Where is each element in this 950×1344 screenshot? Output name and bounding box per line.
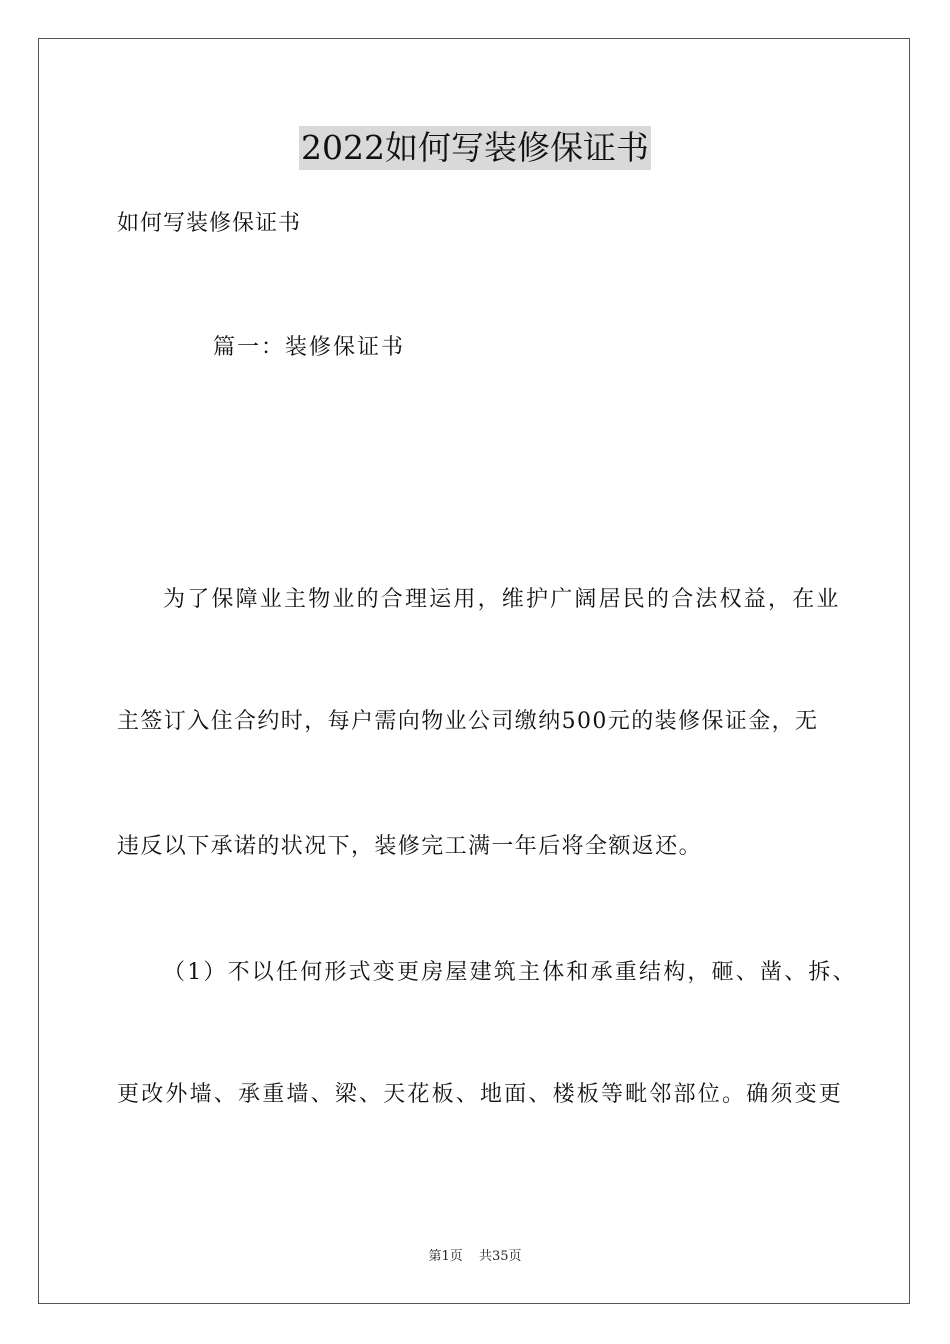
title-container <box>0 126 950 170</box>
document-title: 2022如何写装修保证书 <box>299 126 651 170</box>
paragraph-line: （1）不以任何形式变更房屋建筑主体和承重结构，砸、凿、拆、 <box>163 960 857 985</box>
paragraph-line: 主签订入住合约时，每户需向物业公司缴纳500元的装修保证金，无 <box>117 709 819 734</box>
page-number: 第1页 <box>428 1249 463 1264</box>
paragraph-line: 违反以下承诺的状况下，装修完工满一年后将全额返还。 <box>117 834 703 859</box>
page-total: 共35页 <box>478 1249 522 1264</box>
section-heading: 篇一：装修保证书 <box>213 335 406 360</box>
paragraph-line: 为了保障业主物业的合理运用，维护广阔居民的合法权益，在业 <box>163 587 841 612</box>
document-subtitle: 如何写装修保证书 <box>117 211 302 236</box>
paragraph-line: 更改外墙、承重墙、梁、天花板、地面、楼板等毗邻部位。确须变更 <box>117 1082 844 1107</box>
page-footer <box>0 1248 950 1266</box>
